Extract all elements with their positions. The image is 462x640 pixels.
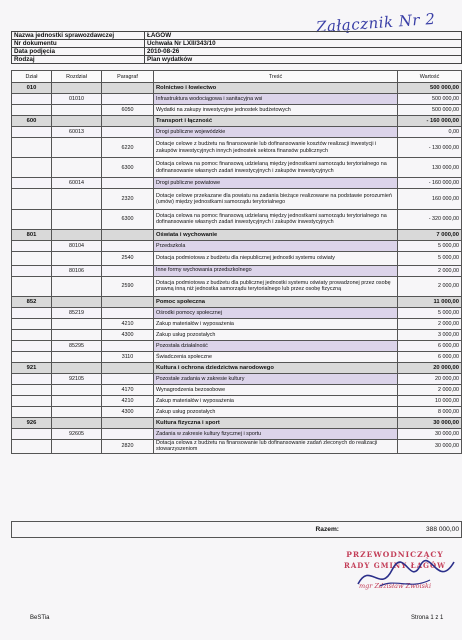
wartosc-cell: 11 000,00 xyxy=(398,296,462,307)
paragraf-cell: 6300 xyxy=(102,158,154,178)
rozdzial-row xyxy=(12,428,462,439)
tresc-cell: Dotacja podmiotowa z budżetu dla niepublicznej jednostki systemu oświaty xyxy=(154,251,398,265)
paragraf-row xyxy=(12,189,462,209)
rozdzial-cell xyxy=(52,209,102,229)
tresc-cell: Infrastruktura wodociągowa i sanitacyjna wsi xyxy=(154,94,398,105)
header-dzial: Dział xyxy=(12,71,52,83)
tresc-cell: Zakup materiałów i wyposażenia xyxy=(154,318,398,329)
tresc-cell: Drogi publiczne powiatowe xyxy=(154,178,398,189)
rozdzial-row xyxy=(12,94,462,105)
paragraf-row xyxy=(12,158,462,178)
rozdzial-cell xyxy=(52,362,102,373)
paragraf-row xyxy=(12,395,462,406)
rozdzial-cell xyxy=(52,229,102,240)
tresc-cell: Wynagrodzenia bezosobowe xyxy=(154,384,398,395)
expenditure-plan-table xyxy=(11,70,462,454)
wartosc-cell: 3 000,00 xyxy=(398,329,462,340)
total-label: Razem: xyxy=(315,526,339,533)
tresc-cell: Zadania w zakresie kultury fizycznej i sportu xyxy=(154,428,398,439)
rozdzial-cell: 85295 xyxy=(52,340,102,351)
rozdzial-cell xyxy=(52,116,102,127)
paragraf-row xyxy=(12,329,462,340)
dzial-cell xyxy=(12,94,52,105)
rozdzial-row xyxy=(12,373,462,384)
dzial-row xyxy=(12,362,462,373)
rozdzial-row xyxy=(12,307,462,318)
wartosc-cell: 500 000,00 xyxy=(398,94,462,105)
dzial-cell xyxy=(12,240,52,251)
dzial-cell xyxy=(12,127,52,138)
dzial-cell xyxy=(12,439,52,453)
paragraf-cell: 3110 xyxy=(102,351,154,362)
wartosc-cell: 30 000,00 xyxy=(398,417,462,428)
handwritten-annex-note: Załącznik Nr 2 xyxy=(315,9,436,37)
paragraf-cell xyxy=(102,265,154,276)
wartosc-cell: 500 000,00 xyxy=(398,105,462,116)
wartosc-cell: 20 000,00 xyxy=(398,362,462,373)
paragraf-row xyxy=(12,105,462,116)
rozdzial-cell: 60013 xyxy=(52,127,102,138)
tresc-cell: Dotacja celowa na pomoc finansową udzielaną między jednostkami samorządu terytorialnego na dofinansowanie własnych zadań inwestycyjnych i zakupów inwestycyjnych xyxy=(154,158,398,178)
rozdzial-row xyxy=(12,340,462,351)
rozdzial-cell xyxy=(52,384,102,395)
dzial-cell xyxy=(12,189,52,209)
paragraf-cell: 2540 xyxy=(102,251,154,265)
paragraf-cell: 2590 xyxy=(102,276,154,296)
wartosc-cell: 2 000,00 xyxy=(398,318,462,329)
wartosc-cell: 500 000,00 xyxy=(398,83,462,94)
rozdzial-cell xyxy=(52,318,102,329)
wartosc-cell: 160 000,00 xyxy=(398,189,462,209)
wartosc-cell: - 160 000,00 xyxy=(398,116,462,127)
dzial-cell xyxy=(12,384,52,395)
rozdzial-cell xyxy=(52,251,102,265)
rozdzial-cell xyxy=(52,138,102,158)
paragraf-cell xyxy=(102,116,154,127)
paragraf-cell xyxy=(102,127,154,138)
dzial-cell: 801 xyxy=(12,229,52,240)
tresc-cell: Kultura fizyczna i sport xyxy=(154,417,398,428)
rozdzial-cell: 92605 xyxy=(52,428,102,439)
dzial-cell xyxy=(12,318,52,329)
tresc-cell: Pozostałe zadania w zakresie kultury xyxy=(154,373,398,384)
meta-label: Nazwa jednostki sprawozdawczej xyxy=(12,32,145,40)
dzial-row xyxy=(12,417,462,428)
tresc-cell: Dotacje celowe przekazane dla powiatu na zadania bieżące realizowane na podstawie porozumień (umów) między jednostkami samorządu terytorialnego xyxy=(154,189,398,209)
meta-row xyxy=(12,56,462,64)
paragraf-row xyxy=(12,318,462,329)
wartosc-cell: 30 000,00 xyxy=(398,428,462,439)
tresc-cell: Kultura i ochrona dziedzictwa narodowego xyxy=(154,362,398,373)
meta-value: Plan wydatków xyxy=(145,56,462,64)
paragraf-row xyxy=(12,209,462,229)
stamp-title: PRZEWODNICZĄCY xyxy=(346,550,444,559)
rozdzial-cell xyxy=(52,105,102,116)
paragraf-cell: 4170 xyxy=(102,384,154,395)
wartosc-cell: 5 000,00 xyxy=(398,251,462,265)
wartosc-cell: 8 000,00 xyxy=(398,406,462,417)
paragraf-cell xyxy=(102,94,154,105)
total-row xyxy=(11,521,462,538)
stamp-name: mgr Zdzisław Zwolski xyxy=(358,582,432,590)
tresc-cell: Zakup usług pozostałych xyxy=(154,329,398,340)
rozdzial-cell: 60014 xyxy=(52,178,102,189)
tresc-cell: Dotacja podmiotowa z budżetu dla publicznej jednostki systemu oświaty prowadzonej przez osobę prawną inną niż jednostka samorządu terytorialnego lub przez osobę fizyczną xyxy=(154,276,398,296)
dzial-cell xyxy=(12,209,52,229)
rozdzial-cell xyxy=(52,158,102,178)
tresc-cell: Dotacja celowa na pomoc finansową udzielaną między jednostkami samorządu terytorialnego na dofinansowanie własnych zadań inwestycyjnych i zakupów inwestycyjnych xyxy=(154,209,398,229)
dzial-row xyxy=(12,296,462,307)
paragraf-cell xyxy=(102,373,154,384)
wartosc-cell: 20 000,00 xyxy=(398,373,462,384)
dzial-cell xyxy=(12,329,52,340)
tresc-cell: Zakup materiałów i wyposażenia xyxy=(154,395,398,406)
paragraf-cell: 4300 xyxy=(102,406,154,417)
paragraf-cell xyxy=(102,83,154,94)
rozdzial-cell xyxy=(52,276,102,296)
meta-label: Rodzaj xyxy=(12,56,145,64)
rozdzial-cell xyxy=(52,439,102,453)
paragraf-cell: 6220 xyxy=(102,138,154,158)
rozdzial-cell: 01010 xyxy=(52,94,102,105)
wartosc-cell: 2 000,00 xyxy=(398,265,462,276)
paragraf-cell xyxy=(102,428,154,439)
dzial-cell xyxy=(12,340,52,351)
paragraf-row xyxy=(12,276,462,296)
tresc-cell: Wydatki na zakupy inwestycyjne jednostek budżetowych xyxy=(154,105,398,116)
wartosc-cell: 30 000,00 xyxy=(398,439,462,453)
tresc-cell: Przedszkola xyxy=(154,240,398,251)
rozdzial-cell xyxy=(52,296,102,307)
rozdzial-row xyxy=(12,127,462,138)
wartosc-cell: 0,00 xyxy=(398,127,462,138)
wartosc-cell: 7 000,00 xyxy=(398,229,462,240)
dzial-cell: 926 xyxy=(12,417,52,428)
rozdzial-cell: 92105 xyxy=(52,373,102,384)
dzial-cell xyxy=(12,158,52,178)
paragraf-cell xyxy=(102,362,154,373)
dzial-cell xyxy=(12,265,52,276)
dzial-cell xyxy=(12,428,52,439)
rozdzial-cell xyxy=(52,351,102,362)
paragraf-row xyxy=(12,138,462,158)
paragraf-cell: 4300 xyxy=(102,329,154,340)
wartosc-cell: - 160 000,00 xyxy=(398,178,462,189)
rozdzial-cell xyxy=(52,406,102,417)
rozdzial-cell xyxy=(52,329,102,340)
dzial-row xyxy=(12,116,462,127)
wartosc-cell: 10 000,00 xyxy=(398,395,462,406)
tresc-cell: Ośrodki pomocy społecznej xyxy=(154,307,398,318)
wartosc-cell: - 130 000,00 xyxy=(398,138,462,158)
tresc-cell: Dotacje celowe z budżetu na finansowanie lub dofinansowanie kosztów realizacji inwestycji i zakupów inwestycyjnych innych jednostek sektora finansów publicznych xyxy=(154,138,398,158)
paragraf-cell xyxy=(102,240,154,251)
tresc-cell: Drogi publiczne wojewódzkie xyxy=(154,127,398,138)
dzial-cell: 921 xyxy=(12,362,52,373)
stamp-council: RADY GMINY ŁAGÓW xyxy=(344,561,446,570)
tresc-cell: Dotacja celowa z budżetu na finansowanie lub dofinansowanie zadań zleconych do realizacji stowarzyszeniom xyxy=(154,439,398,453)
paragraf-cell xyxy=(102,296,154,307)
rozdzial-row xyxy=(12,240,462,251)
dzial-cell: 010 xyxy=(12,83,52,94)
wartosc-cell: - 320 000,00 xyxy=(398,209,462,229)
dzial-cell: 600 xyxy=(12,116,52,127)
meta-row xyxy=(12,40,462,48)
paragraf-cell xyxy=(102,178,154,189)
dzial-cell xyxy=(12,351,52,362)
dzial-row xyxy=(12,229,462,240)
header-rozdzial: Rozdział xyxy=(52,71,102,83)
wartosc-cell: 2 000,00 xyxy=(398,276,462,296)
paragraf-cell: 4210 xyxy=(102,318,154,329)
footer-page-number: Strona 1 z 1 xyxy=(411,615,444,621)
tresc-cell: Zakup usług pozostałych xyxy=(154,406,398,417)
document-meta-table xyxy=(11,31,462,64)
meta-label: Nr dokumentu xyxy=(12,40,145,48)
wartosc-cell: 5 000,00 xyxy=(398,240,462,251)
meta-row xyxy=(12,32,462,40)
paragraf-cell: 4210 xyxy=(102,395,154,406)
table-header-row xyxy=(12,71,462,83)
rozdzial-cell: 85219 xyxy=(52,307,102,318)
paragraf-cell: 6300 xyxy=(102,209,154,229)
wartosc-cell: 6 000,00 xyxy=(398,351,462,362)
tresc-cell: Pozostała działalność xyxy=(154,340,398,351)
dzial-cell xyxy=(12,406,52,417)
paragraf-cell xyxy=(102,307,154,318)
meta-value: Uchwała Nr LXII/343/10 xyxy=(145,40,462,48)
wartosc-cell: 2 000,00 xyxy=(398,384,462,395)
rozdzial-cell xyxy=(52,189,102,209)
meta-value: ŁAGÓW xyxy=(145,32,462,40)
dzial-cell xyxy=(12,105,52,116)
paragraf-cell: 6050 xyxy=(102,105,154,116)
wartosc-cell: 130 000,00 xyxy=(398,158,462,178)
rozdzial-cell xyxy=(52,395,102,406)
paragraf-cell xyxy=(102,340,154,351)
rozdzial-cell: 80104 xyxy=(52,240,102,251)
tresc-cell: Inne formy wychowania przedszkolnego xyxy=(154,265,398,276)
meta-value: 2010-08-26 xyxy=(145,48,462,56)
dzial-row xyxy=(12,83,462,94)
meta-row xyxy=(12,48,462,56)
dzial-cell xyxy=(12,276,52,296)
dzial-cell xyxy=(12,373,52,384)
paragraf-row xyxy=(12,384,462,395)
paragraf-cell: 2820 xyxy=(102,439,154,453)
rozdzial-row xyxy=(12,178,462,189)
wartosc-cell: 6 000,00 xyxy=(398,340,462,351)
tresc-cell: Świadczenia społeczne xyxy=(154,351,398,362)
tresc-cell: Transport i łączność xyxy=(154,116,398,127)
paragraf-cell xyxy=(102,417,154,428)
rozdzial-cell: 80106 xyxy=(52,265,102,276)
paragraf-row xyxy=(12,439,462,453)
rozdzial-cell xyxy=(52,417,102,428)
dzial-cell xyxy=(12,307,52,318)
header-wartosc: Wartość xyxy=(398,71,462,83)
dzial-cell xyxy=(12,138,52,158)
paragraf-row xyxy=(12,251,462,265)
meta-label: Data podjęcia xyxy=(12,48,145,56)
dzial-cell xyxy=(12,178,52,189)
tresc-cell: Rolnictwo i łowiectwo xyxy=(154,83,398,94)
header-tresc: Treść xyxy=(154,71,398,83)
signature-scribble xyxy=(350,556,460,596)
wartosc-cell: 5 000,00 xyxy=(398,307,462,318)
dzial-cell: 852 xyxy=(12,296,52,307)
paragraf-row xyxy=(12,406,462,417)
dzial-cell xyxy=(12,251,52,265)
header-paragraf: Paragraf xyxy=(102,71,154,83)
paragraf-cell: 2320 xyxy=(102,189,154,209)
tresc-cell: Oświata i wychowanie xyxy=(154,229,398,240)
total-value: 388 000,00 xyxy=(425,526,459,533)
footer-software: BeSTia xyxy=(30,615,50,621)
rozdzial-cell xyxy=(52,83,102,94)
paragraf-cell xyxy=(102,229,154,240)
tresc-cell: Pomoc społeczna xyxy=(154,296,398,307)
dzial-cell xyxy=(12,395,52,406)
paragraf-row xyxy=(12,351,462,362)
rozdzial-row xyxy=(12,265,462,276)
